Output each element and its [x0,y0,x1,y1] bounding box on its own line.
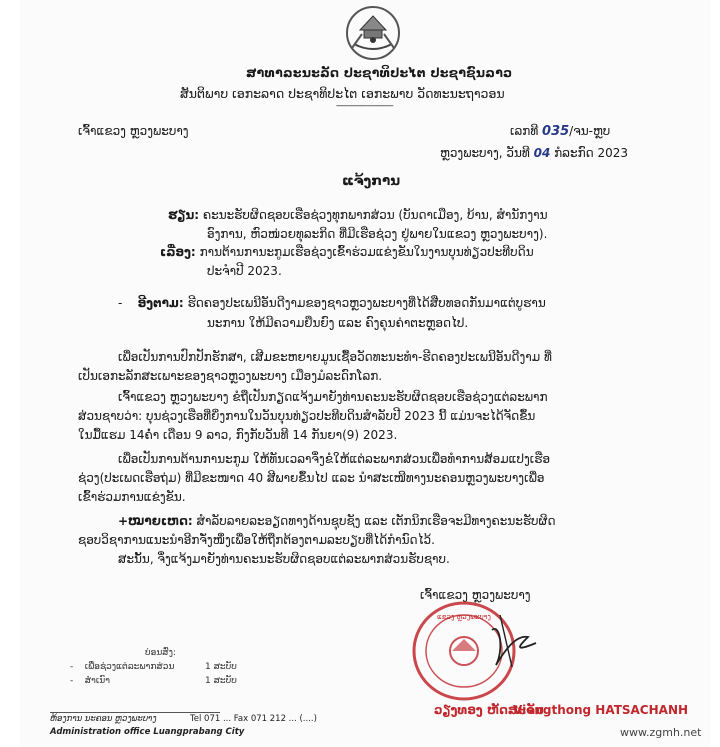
stamp-text: ແຂວງ ຫຼວງພະບາງ [437,613,491,621]
ref-prefix: ເລກທີ [510,124,539,138]
ref-number: 035 [542,124,570,139]
cc-header: ບ່ອນສົ່ງ: [145,648,176,658]
note-line-1 [118,514,556,528]
country-name: ສາທາລະນະລັດ ປະຊາທິປະໄຕ ປະຊາຊົນລາວ [246,65,513,80]
document-date [440,146,628,160]
subject-line-2: ປະຈໍາປີ 2023. [207,264,282,278]
document-title: ແຈ້ງການ [342,173,401,189]
footer-office-latin: Administration office Luangprabang City [50,727,245,737]
cc-item-2-text: ສໍາເນົາ [84,676,111,686]
footer-phone: Tel 071 ... Fax 071 212 ... (....) [190,714,317,724]
issuing-authority: ເຈົ້າແຂວງ ຫຼວງພະບາງ [78,124,189,138]
body-p1-line-2: ເປັນເອກະລັກສະເພາະຂອງຊາວຫຼວງພະບາງ ເມືອງມໍລະດົກໂລກ. [78,369,383,383]
cc-item-1-text: ເພື່ອຊ່ວງແຕ່ລະພາກສ່ວນ [84,662,175,672]
date-day: 04 [533,146,551,160]
footer-office: ຫ້ອງການ ນະຄອນ ຫຼວງພະບາງ [50,714,157,724]
cc-item-2-dash: - [70,676,74,686]
body-p1-line-1: ເພື່ອເປັນການປົກປັກຮັກສາ, ເສີມຂະຫຍາຍມູນເຊື້ອວັດທະນະທໍາ-ຮີດຄອງປະເພນີອັນດີງາມ ທີ່ [118,350,552,364]
subject-line-1 [160,245,534,259]
reference-number [510,124,610,139]
to-line-1 [168,208,547,222]
watermark: www.zgmh.net [620,726,702,739]
lao-national-emblem [342,4,404,62]
reference-line-2: ນະການ ໃຫ້ມີຄວາມຍືນຍົງ ແລະ ຄົງຄຸນຄ່າຕະຫຼອດໄປ. [207,316,469,330]
date-rest: ກໍລະກົດ 2023 [554,146,628,160]
closing-line: ສະນັ້ນ, ຈຶ່ງແຈ້ງມາຍັງທ່ານຄະນະຮັບຜິດຊອບແຕ່ລະພາກສ່ວນຮັບຊາບ. [118,552,450,566]
to-label: ຮຽນ: [168,208,200,222]
body-p2-line-1: ເຈົ້າແຂວງ ຫຼວງພະບາງ ຂໍຖືເປັນກຽດແຈ້ງມາຍັງທ່ານຄະນະຮັບຜິດຊອບເຮືອຊ່ວງແຕ່ລະພາກ [118,390,548,404]
reference-text-1: ຮີດຄອງປະເພນີອັນດີງາມຂອງຊາວຫຼວງພະບາງທີ່ໄດ້ສືບທອດກັນມາແຕ່ບູຮານ [187,296,546,310]
signer-name-lao: ວຽງທອງ ຫັດສະຈັນ [434,703,544,717]
reference-dash: - [118,296,123,310]
to-text-1: ຄະນະຮັບຜິດຊອບເຮືອຊ່ວງທຸກພາກສ່ວນ (ບັນດາເມືອງ, ບ້ານ, ສໍານັກງານ [202,208,548,222]
body-p3-line-2: ຊ່ວງ(ປະເພດເຮືອຖ່ມ) ທີ່ມີຂະໜາດ 40 ສີພາຍຂຶ້ນໄປ ແລະ ນໍາສະເໜີທາງນະຄອນຫຼວງພະບາງເພື່ອ [78,471,545,485]
body-p2-line-3: ໃນມື້ແຮມ 14ຄໍ່າ ເດືອນ 9 ລາວ, ກົງກັບວັນທີ 14 ກັນຍາ(9) 2023. [78,428,398,442]
body-p2-line-2: ສ່ວນຊາບວ່າ: ບຸນຊ່ວງເຮືອທີ່ຍິ່ງການໃນວັນບຸນທ່ຽວປະທີບດິນສໍາລັບປີ 2023 ນີ້ ແມ່ນຈະໄດ້ຈັດຂຶ້ນ [78,409,536,423]
note-line-2: ຊອບວິຊາການແນະນໍາອີກຈັ່ງໜຶ່ງເພື່ອໃຫ້ຖືກຕ້ອງຕາມລະບຽບທີ່ໄດ້ກໍານົດໄວ້. [78,533,435,547]
reference-label: ອີງຕາມ: [137,296,184,310]
body-p3-line-1: ເພື່ອເປັນການຕ້ານການະກູມ ໃຫ້ທັນເວລາຈຶ່ງຂໍໃຫ້ແຕ່ລະພາກສ່ວນເພື່ອທໍາການສ້ອມແປງເຮືອ [118,452,551,466]
cc-item-1-dash: - [70,662,74,672]
to-line-2: ອົງການ, ຫົວໜ່ວຍທຸລະກິດ ທີ່ມີເຮືອຊ່ວງ ຢູ່ພາຍໃນແຂວງ ຫຼວງພະບາງ). [207,227,548,241]
signatory-title: ເຈົ້າແຂວງ ຫຼວງພະບາງ [420,588,531,602]
cc-item-2 [70,676,110,686]
subject-text-1: ການຕ້ານການະກູມເຮືອຊ່ວງເຂົ້າຮ່ວມແຂ່ງຂັນໃນງານບຸນທ່ຽວປະທີບດິນ [199,245,534,259]
signer-name-latin: Viengthong HATSACHANH [513,703,689,717]
header-rule: ------------------------------ [336,101,393,110]
note-label: +ໝາຍເຫດ: [118,514,193,528]
cc-item-2-count: 1 ສະບັບ [205,676,237,686]
subject-label: ເລື່ອງ: [160,245,196,259]
cc-item-1-count: 1 ສະບັບ [205,662,237,672]
cc-item-1 [70,662,174,672]
official-stamp [400,595,550,705]
ref-suffix: /ຈນ-ຫຼບ [569,124,611,138]
date-prefix: ຫຼວງພະບາງ, ວັນທີ [440,146,530,160]
note-text-1: ສໍາລັບລາຍລະອຽດທາງດ້ານຊຸບຊັງ ແລະ ເຕັກນິກເຮືອຈະມີທາງຄະນະຮັບຜິດ [196,514,556,528]
reference-line-1 [118,296,546,310]
national-motto: ສັນຕິພາບ ເອກະລາດ ປະຊາທິປະໄຕ ເອກະພາບ ວັດທະນະຖາວອນ [180,86,505,101]
footer-rule [50,712,220,713]
body-p3-line-3: ເຂົ້າຮ່ວມການແຂ່ງຂັນ. [78,490,186,504]
